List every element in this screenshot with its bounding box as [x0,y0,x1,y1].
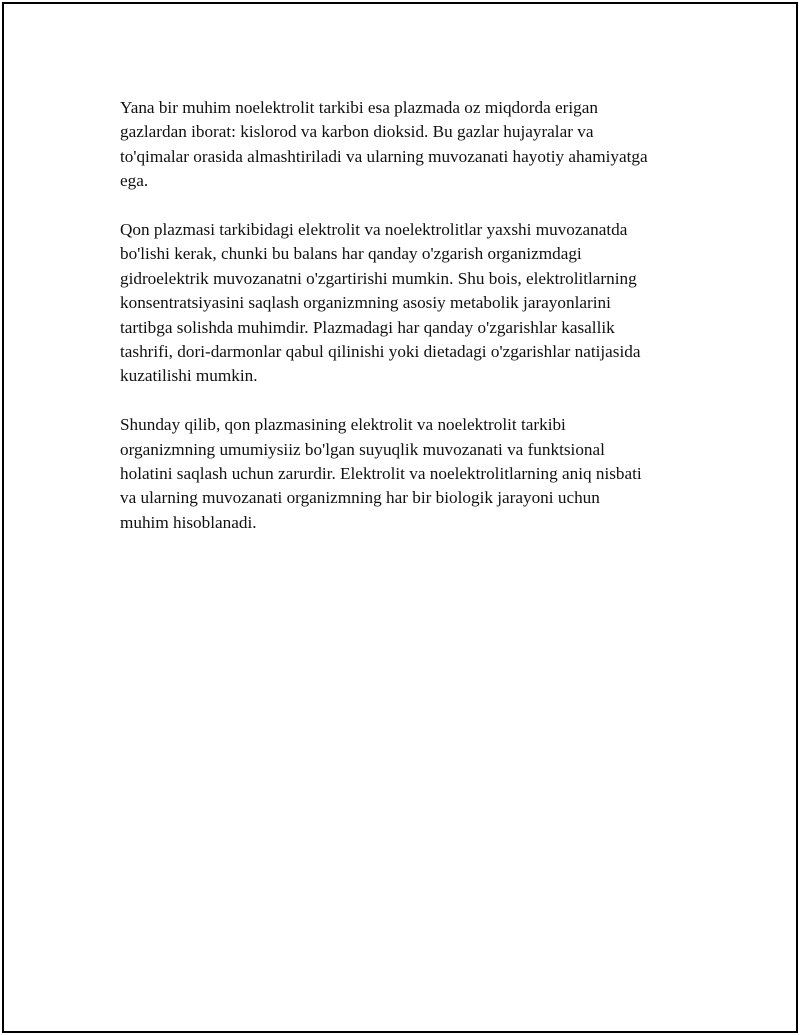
text-line: to'qimalar orasida almashtiriladi va ularning muvozanati hayotiy ahamiyatga [120,146,648,166]
paragraph-2 [120,218,680,389]
text-line: tartibga solishda muhimdir. Plazmadagi har qanday o'zgarishlar kasallik [120,317,615,337]
text-line: Qon plazmasi tarkibidagi elektrolit va noelektrolitlar yaxshi muvozanatda [120,220,628,240]
text-line: tashrifi, dori-darmonlar qabul qilinishi yoki dietadagi o'zgarishlar natijasida [120,342,641,362]
text-line: organizmning umumiysiiz bo'lgan suyuqlik muvozanati va funktsional [120,439,605,459]
text-line: kuzatilishi mumkin. [120,366,258,386]
text-line: gazlardan iborat: kislorod va karbon dioksid. Bu gazlar hujayralar va [120,122,594,142]
document-page [2,2,798,1033]
text-line: muhim hisoblanadi. [120,512,257,532]
text-line: ega. [120,171,149,191]
document-body [120,96,680,560]
text-line: va ularning muvozanati organizmning har bir biologik jarayoni uchun [120,488,600,508]
paragraph-1 [120,96,680,194]
text-line: konsentratsiyasini saqlash organizmning asosiy metabolik jarayonlarini [120,293,611,313]
text-line: bo'lishi kerak, chunki bu balans har qanday o'zgarish organizmdagi [120,244,582,264]
text-line: holatini saqlash uchun zarurdir. Elektrolit va noelektrolitlarning aniq nisbati [120,464,642,484]
text-line: Yana bir muhim noelektrolit tarkibi esa plazmada oz miqdorda erigan [120,98,598,117]
paragraph-3 [120,413,680,535]
text-line: Shunday qilib, qon plazmasining elektrolit va noelektrolit tarkibi [120,415,566,435]
text-line: gidroelektrik muvozanatni o'zgartirishi mumkin. Shu bois, elektrolitlarning [120,268,637,288]
